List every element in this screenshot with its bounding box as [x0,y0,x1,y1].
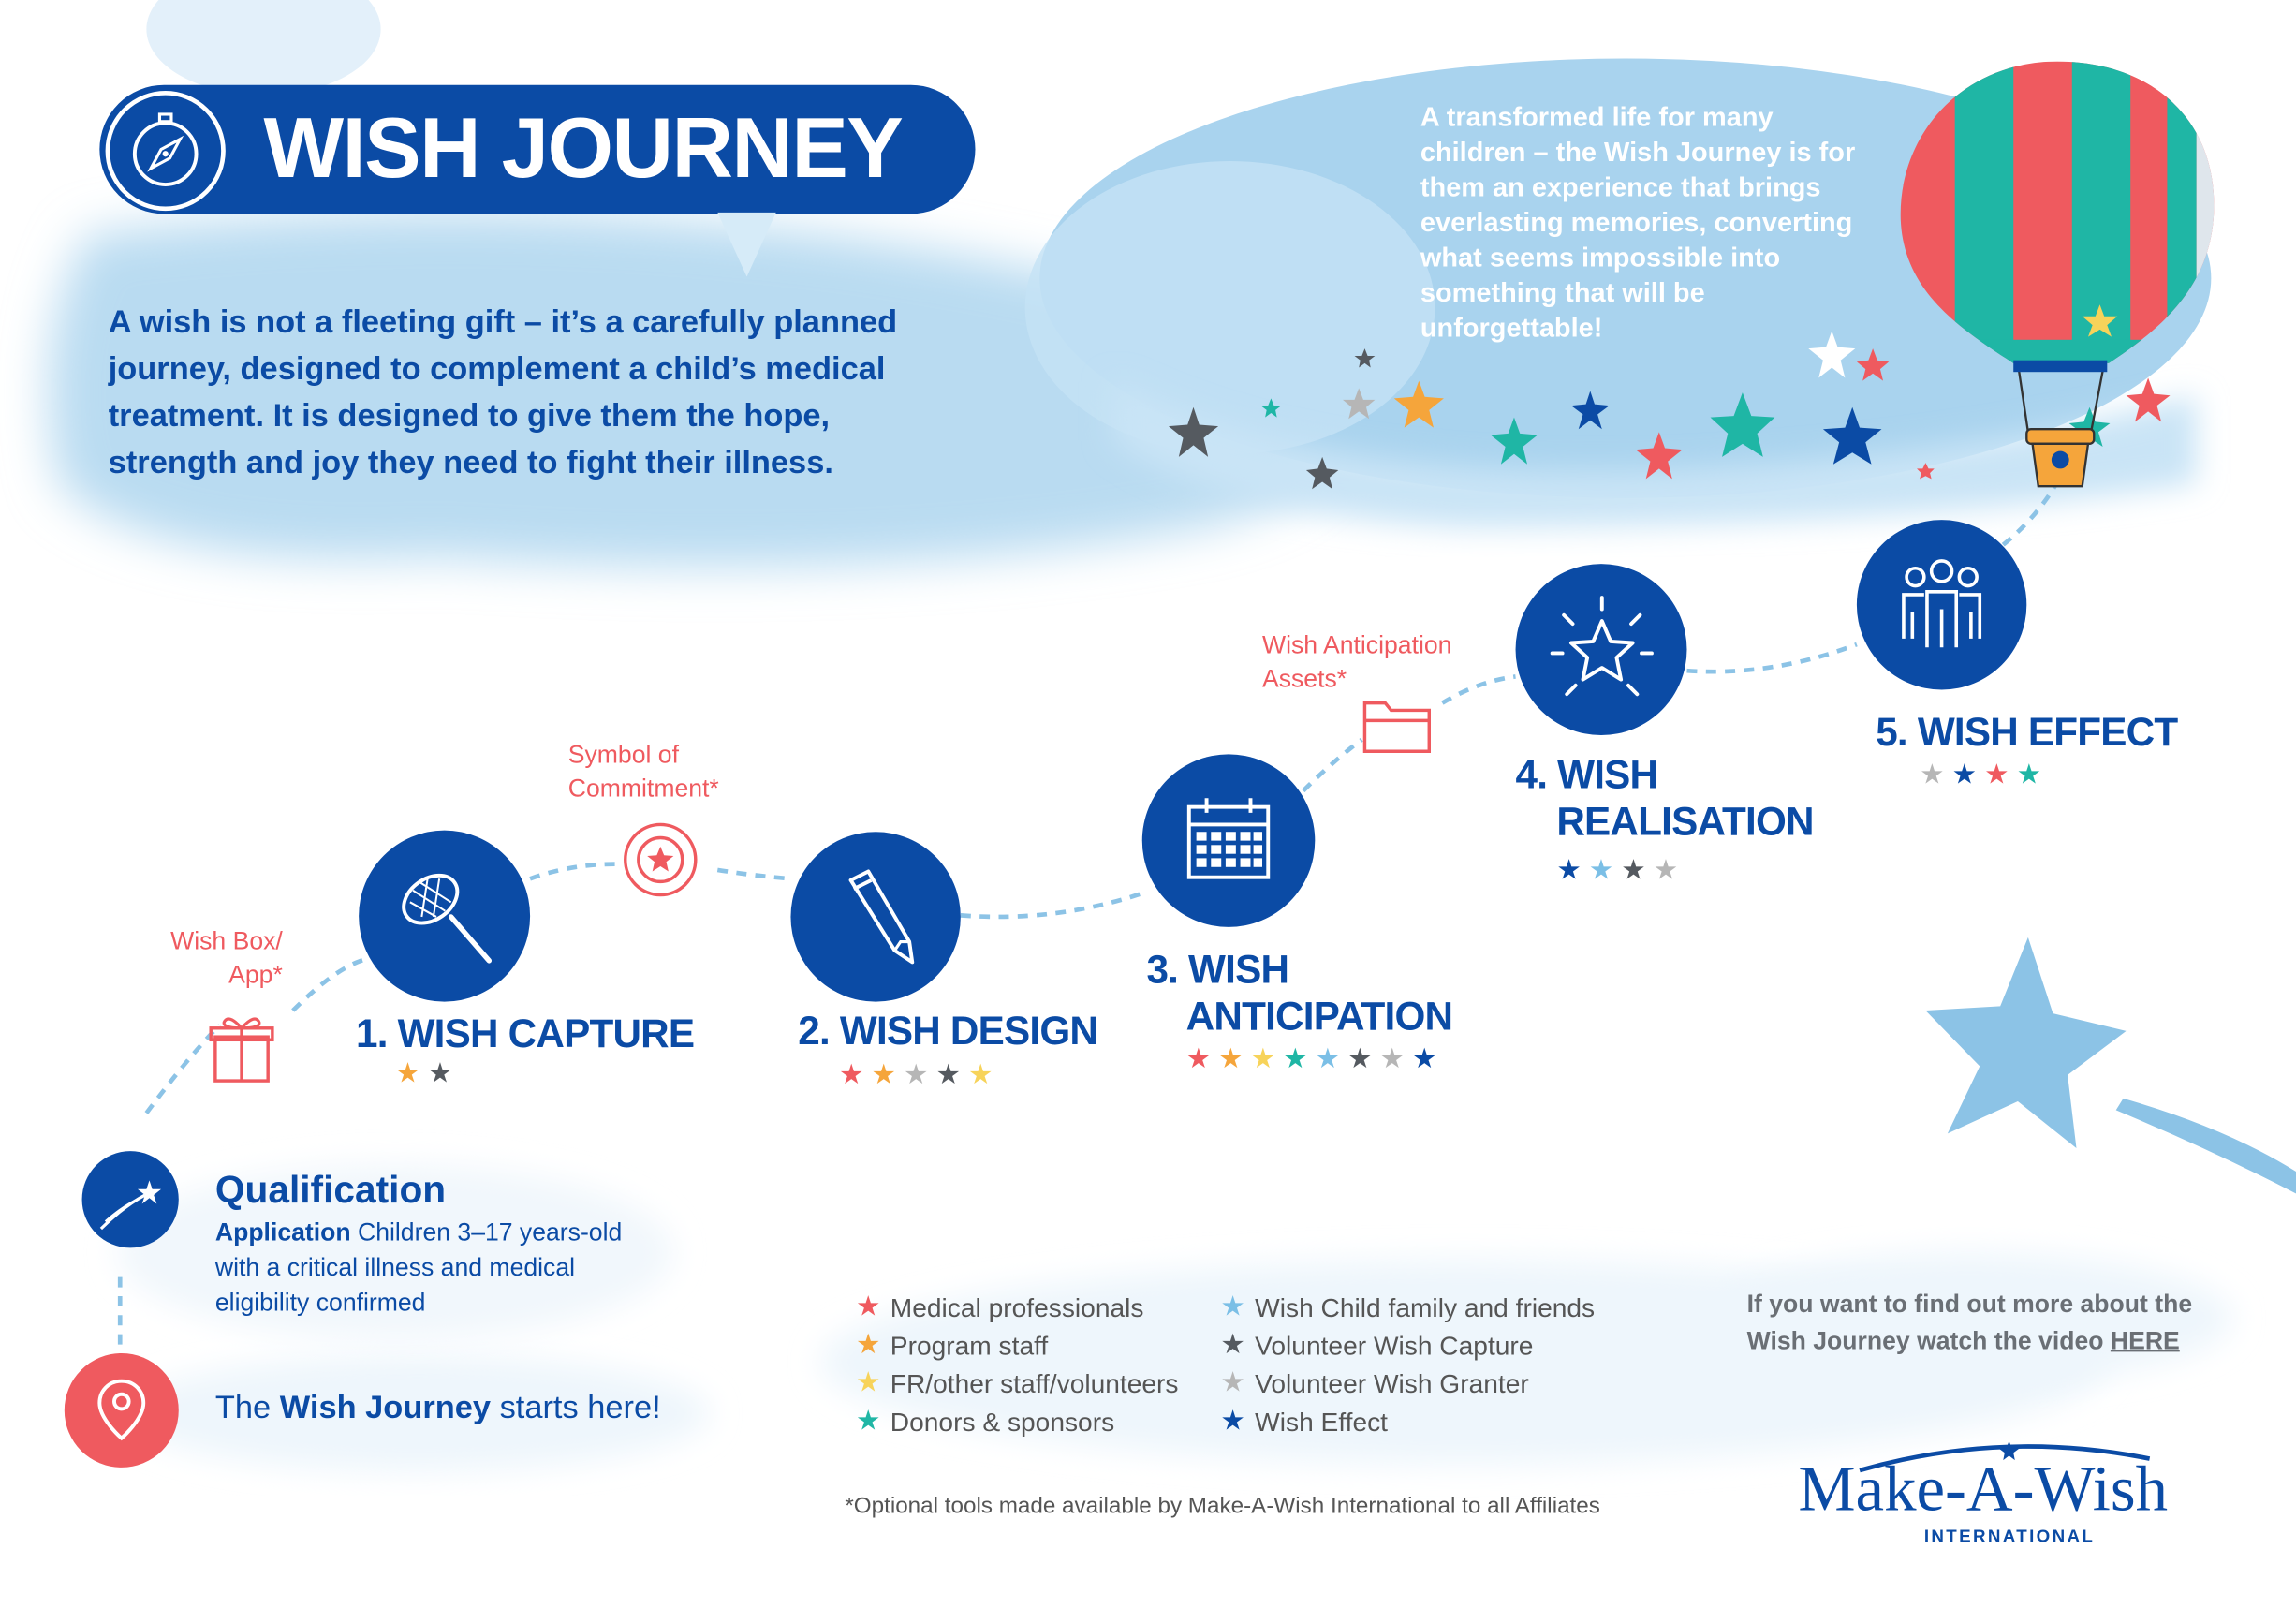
folder-icon [1361,691,1435,756]
step-3-star-6: ★ [1347,1043,1373,1075]
net-icon [386,858,503,975]
step-4-title-line1: 4. WISH [1515,752,1658,797]
tool-label-wish-box: Wish Box/ App* [170,926,283,989]
tool-label-symbol: Symbol of Commitment* [567,741,719,803]
qualification-text: Application Children 3–17 years-old with a critical illness and medical eligibility confirmed [214,1218,623,1317]
step-2-circle [790,832,960,1001]
step-3-star-4: ★ [1283,1043,1308,1075]
step-4-circle [1516,564,1687,735]
intro-text: A wish is not a fleeting gift – it’s a carefully planned journey, designed to complement a child’s medical treatment. It is designed to give them the hope, strength and joy they need to fight their illness. [108,302,898,480]
legend-item-medical: ★ Medical professionals [855,1289,1178,1327]
step-3-title-line2: ANTICIPATION [1185,994,1453,1039]
step-5-stars [1920,761,2041,790]
legend-item-volunteer-granter: ★ Volunteer Wish Granter [1220,1365,1595,1403]
step-1-star-1: ★ [395,1058,420,1090]
legend-column-2 [1220,1289,1595,1441]
page-title: WISH JOURNEY [263,100,903,197]
step-5-star-4: ★ [2016,760,2042,791]
step-2-star-5: ★ [967,1060,993,1092]
location-pin-icon [65,1353,179,1468]
people-icon [1883,553,2000,656]
pencil-icon [824,865,926,967]
step-2-star-3: ★ [904,1060,929,1092]
step-3-star-2: ★ [1218,1043,1244,1075]
legend-item-family: ★ Wish Child family and friends [1220,1289,1595,1327]
step-4-stars [1556,857,1678,886]
legend-star-icon: ★ [855,1291,881,1323]
tool-label-assets: Wish Anticipation Assets* [1261,630,1452,693]
step-2-star-1: ★ [839,1060,864,1092]
step-5-star-2: ★ [1951,760,1978,791]
step-1-star-2: ★ [427,1058,453,1090]
step-1-stars [395,1060,452,1089]
shooting-star-trail [2116,1099,2296,1194]
step-3-title-line1: 3. WISH [1146,947,1289,992]
step-2-star-4: ★ [935,1060,962,1092]
step-4-star-4: ★ [1653,855,1679,887]
legend-item-volunteer-capture: ★ Volunteer Wish Capture [1220,1327,1595,1365]
legend-item-wish-effect: ★ Wish Effect [1220,1403,1595,1441]
legend-star-icon: ★ [1220,1406,1246,1438]
step-4-star-1: ★ [1556,855,1582,887]
video-text: If you want to find out more about the Wish Journey watch the video HERE [1746,1290,2193,1355]
step-4-star-2: ★ [1588,855,1614,887]
big-star-shape [1925,937,2126,1148]
start-text: The Wish Journey starts here! [214,1388,661,1425]
step-4-star-3: ★ [1621,855,1646,887]
cloud-balloon-light [1025,161,1435,454]
legend-star-icon: ★ [1220,1329,1246,1361]
compass-icon [106,91,226,211]
step-2-title: 2. WISH DESIGN [798,1009,1098,1054]
legend-star-icon: ★ [855,1367,881,1399]
header-pointer [717,213,776,280]
step-4-title-line2: REALISATION [1556,799,1814,844]
footnote: *Optional tools made available by Make-A-Wish International to all Affiliates [845,1494,1600,1519]
star-icon [1542,591,1659,708]
legend-star-icon: ★ [1220,1367,1246,1399]
qualification-title: Qualification [214,1167,447,1212]
step-3-star-1: ★ [1185,1043,1212,1075]
step-3-circle [1142,754,1316,927]
step-5-star-1: ★ [1920,760,1945,791]
step-1-title: 1. WISH CAPTURE [356,1011,695,1056]
gift-icon [208,1011,275,1084]
legend-item-fr-staff: ★ FR/other staff/volunteers [855,1365,1178,1403]
step-2-star-2: ★ [871,1060,897,1092]
medal-star-icon [621,820,699,899]
make-a-wish-logo [1798,1439,2223,1556]
legend-item-donors: ★ Donors & sponsors [855,1403,1178,1441]
step-3-stars [1185,1043,1437,1075]
step-3-star-7: ★ [1379,1043,1406,1075]
step-3-star-5: ★ [1315,1043,1341,1075]
legend-star-icon: ★ [855,1406,881,1438]
step-5-star-3: ★ [1984,760,2009,791]
logo-name: Make-A-Wish [1798,1453,2169,1525]
shooting-star-icon [82,1151,179,1247]
legend-column-1 [855,1289,1178,1441]
step-3-star-8: ★ [1412,1043,1437,1075]
step-1-circle [359,831,530,1002]
video-link[interactable]: HERE [2110,1326,2180,1355]
legend-star-icon: ★ [855,1329,881,1361]
step-5-title: 5. WISH EFFECT [1876,710,2178,755]
legend-item-program: ★ Program staff [855,1327,1178,1365]
step-5-circle [1857,520,2026,689]
step-2-stars [839,1062,993,1091]
balloon-text: A transformed life for many children – the Wish Journey is for them an experience that brings everlasting memories, converting what seems impossible into something that will be unforgettable! [1420,100,1856,343]
logo-sub: INTERNATIONAL [1923,1526,2096,1547]
calendar-icon [1180,792,1276,889]
cloud-top-left [146,0,380,96]
step-3-star-3: ★ [1250,1043,1276,1075]
legend-star-icon: ★ [1220,1291,1246,1323]
